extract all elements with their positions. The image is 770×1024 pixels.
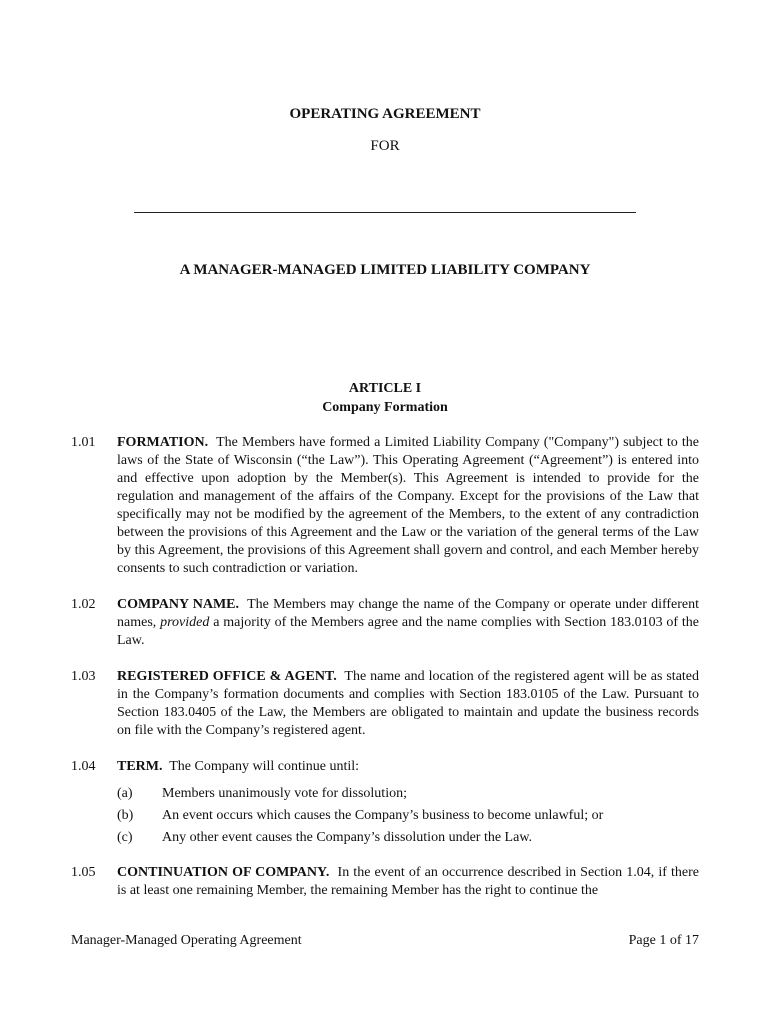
section-text: The Members have formed a Limited Liability Company ("Company") subject to the laws of the State of Wisconsin (“the Law”). This Operating Agreement (“Agreement”) is entered into and effective upon adoption by the Member(s). This Agreement is intended to provide for the regulation and management of the affairs of the Company. Except for the provisions of the Law that specifically may not be modified by the agreement of the Members, to the extent of any contradiction between the provisions of this Agreement and the Law or the variation of the general terms of the Law by this Agreement, the provisions of this Agreement shall govern and control, and each Member hereby consents to such contradiction or variation. xyxy=(117,435,699,576)
section-heading: COMPANY NAME. xyxy=(117,597,239,612)
section-1-04 xyxy=(71,758,699,776)
section-1-05 xyxy=(71,864,699,900)
article-number: ARTICLE I xyxy=(348,381,422,396)
section-text: The Members may change the name of the Company or operate under different names, xyxy=(117,597,700,630)
section-heading: REGISTERED OFFICE & AGENT. xyxy=(117,669,337,684)
section-heading: TERM. xyxy=(117,759,163,774)
document-for: FOR xyxy=(370,138,400,154)
list-item-label: (c) xyxy=(117,830,133,845)
list-item-text: Any other event causes the Company’s dissolution under the Law. xyxy=(162,830,533,845)
footer-document-name: Manager-Managed Operating Agreement xyxy=(71,933,302,948)
section-body xyxy=(117,668,699,740)
section-text: The name and location of the registered agent will be as stated in the Company’s formation documents and complies with Section 183.0105 of the Law. Pursuant to Section 183.0405 of the Law, the Members are obligated to maintain and update the business records on file with the Company’s registered agent. xyxy=(117,669,700,738)
list-item-label: (a) xyxy=(117,786,133,801)
section-number: 1.04 xyxy=(71,759,96,774)
document-subtitle: A MANAGER-MANAGED LIMITED LIABILITY COMPANY xyxy=(179,262,591,278)
section-number: 1.03 xyxy=(71,669,96,684)
list-item-text: Members unanimously vote for dissolution; xyxy=(162,786,407,801)
list-item xyxy=(117,829,699,851)
document-title: OPERATING AGREEMENT xyxy=(289,106,481,122)
section-heading: CONTINUATION OF COMPANY. xyxy=(117,865,330,880)
article-name: Company Formation xyxy=(322,400,448,415)
section-body xyxy=(117,434,699,578)
section-emphasis: provided xyxy=(160,615,210,630)
section-body xyxy=(117,864,699,900)
section-text: The Company will continue until: xyxy=(169,759,360,774)
list-item xyxy=(117,807,699,829)
section-body xyxy=(117,596,699,650)
section-1-03 xyxy=(71,668,699,740)
section-number: 1.05 xyxy=(71,865,96,880)
footer-page-number: Page 1 of 17 xyxy=(628,933,699,948)
list-item-label: (b) xyxy=(117,808,134,823)
section-number: 1.01 xyxy=(71,435,96,450)
section-text: In the event of an occurrence described in Section 1.04, if there is at least one remaining Member, the remaining Member has the right to continue the xyxy=(117,865,699,898)
article-heading xyxy=(0,379,770,417)
list-item-text: An event occurs which causes the Company’s business to become unlawful; or xyxy=(162,808,604,823)
section-1-01 xyxy=(71,434,699,578)
section-heading: FORMATION. xyxy=(117,435,209,450)
company-name-blank-line xyxy=(134,212,636,213)
term-conditions-list xyxy=(117,785,699,851)
section-number: 1.02 xyxy=(71,597,96,612)
section-body xyxy=(117,758,699,776)
section-text: a majority of the Members agree and the name complies with Section 183.0103 of the Law. xyxy=(117,615,700,648)
list-item xyxy=(117,785,699,807)
section-1-02 xyxy=(71,596,699,650)
